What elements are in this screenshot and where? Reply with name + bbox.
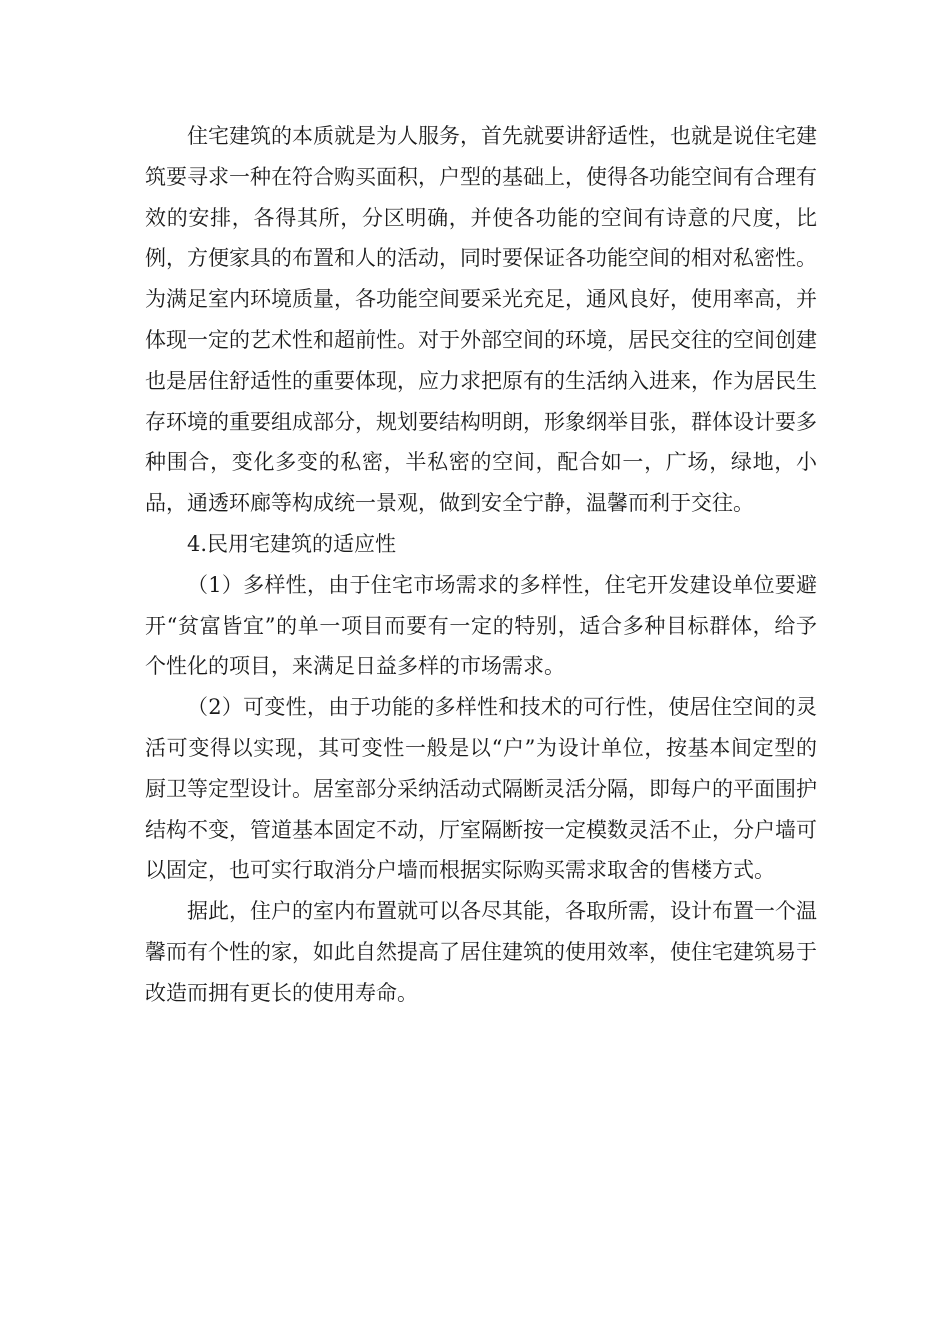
paragraph-diversity: （1）多样性，由于住宅市场需求的多样性，住宅开发建设单位要避开“贫富皆宜”的单一项目而要有一定的特别，适合多种目标群体，给予个性化的项目，来满足日益多样的市场需求。 — [145, 572, 817, 679]
paragraph-conclusion: 据此，住户的室内布置就可以各尽其能，各取所需，设计布置一个温馨而有个性的家，如此自然提高了居住建筑的使用效率，使住宅建筑易于改造而拥有更长的使用寿命。 — [145, 899, 817, 1005]
document-body — [145, 116, 817, 1014]
paragraph-comfort: 住宅建筑的本质就是为人服务，首先就要讲舒适性，也就是说住宅建筑要寻求一种在符合购买面积，户型的基础上，使得各功能空间有合理有效的安排，各得其所，分区明确，并使各功能的空间有诗意的尺度，比例，方便家具的布置和人的活动，同时要保证各功能空间的相对私密性。为满足室内环境质量，各功能空间要采光充足，通风良好，使用率高，并体现一定的艺术性和超前性。对于外部空间的环境，居民交往的空间创建也是居住舒适性的重要体现，应力求把原有的生活纳入进来，作为居民生存环境的重要组成部分，规划要结构明朗，形象纲举目张，群体设计要多种围合，变化多变的私密，半私密的空间，配合如一，广场，绿地，小品，通透环廊等构成统一景观，做到安全宁静，温馨而利于交往。 — [145, 124, 817, 516]
section-heading-adaptability: 4.民用宅建筑的适应性 — [187, 531, 397, 556]
paragraph-variability: （2）可变性，由于功能的多样性和技术的可行性，使居住空间的灵活可变得以实现，其可变性一般是以“户”为设计单位，按基本间定型的厨卫等定型设计。居室部分采纳活动式隔断灵活分隔，即每户的平面围护结构不变，管道基本固定不动，厅室隔断按一定模数灵活不止，分户墙可以固定，也可实行取消分户墙而根据实际购买需求取舍的售楼方式。 — [145, 695, 817, 883]
